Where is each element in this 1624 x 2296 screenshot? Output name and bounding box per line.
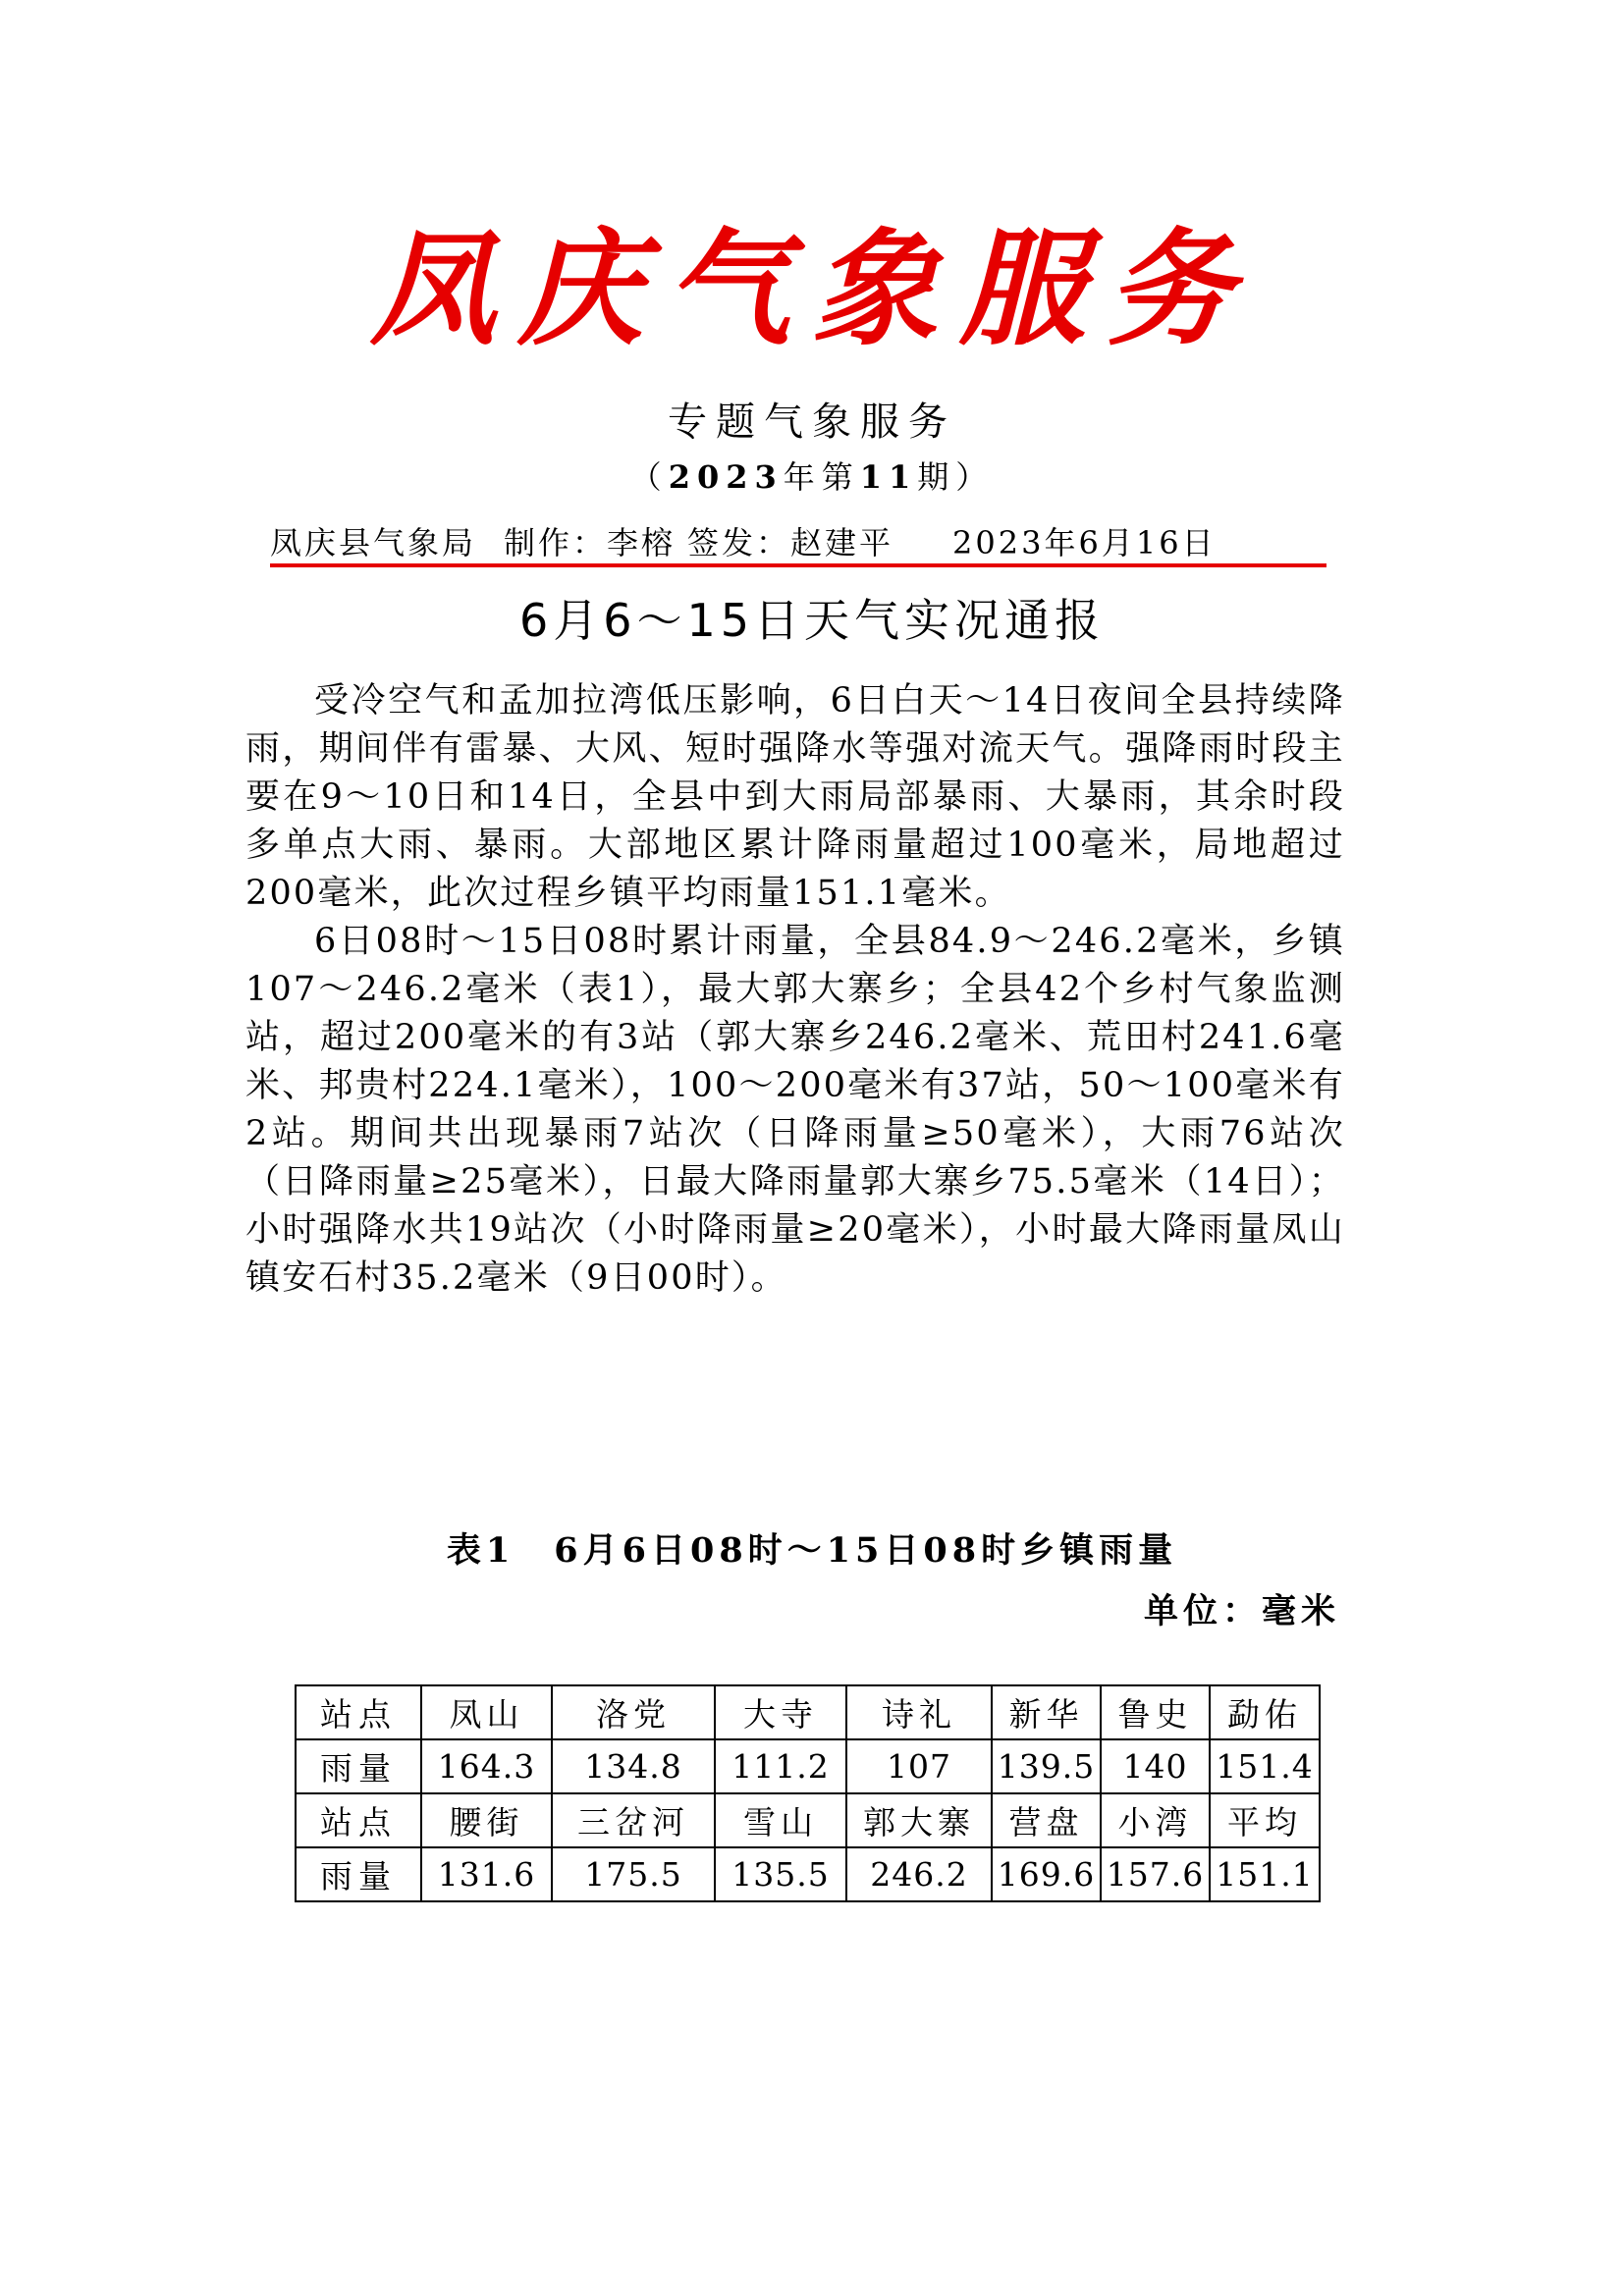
red-divider-rule: [270, 563, 1326, 567]
issue-year: 2023: [668, 458, 784, 496]
issue-mid: 年第: [783, 458, 860, 496]
row-label-rainfall: 雨量: [296, 1739, 421, 1793]
table-row-rainfall-1: [296, 1739, 1320, 1793]
byline-issuer: 签发：赵建平: [687, 524, 894, 561]
table-row-stations-1: [296, 1685, 1320, 1739]
rainfall-value: 131.6: [421, 1847, 552, 1901]
station-name: 营盘: [992, 1793, 1101, 1847]
rainfall-value: 157.6: [1101, 1847, 1210, 1901]
table-unit: 单位：毫米: [1143, 1591, 1340, 1631]
table-row-stations-2: [296, 1793, 1320, 1847]
article-paragraph-2: 6日08时～15日08时累计雨量，全县84.9～246.2毫米，乡镇107～246.2毫米（表1），最大郭大寨乡；全县42个乡村气象监测站，超过200毫米的有3站（郭大寨乡246.2毫米、荒田村241.6毫米、邦贵村224.1毫米），100～200毫米有37站，50～100毫米有2站。期间共出现暴雨7站次（日降雨量≥50毫米），大雨76站次（日降雨量≥25毫米），日最大降雨量郭大寨乡75.5毫米（14日）；小时强降水共19站次（小时降雨量≥20毫米），小时最大降雨量凤山镇安石村35.2毫米（9日00时）。: [245, 922, 1345, 1298]
article-paragraph-1: 受冷空气和孟加拉湾低压影响，6日白天～14日夜间全县持续降雨，期间伴有雷暴、大风、短时强降水等强对流天气。强降雨时段主要在9～10日和14日，全县中到大雨局部暴雨、大暴雨，其余时段多单点大雨、暴雨。大部地区累计降雨量超过100毫米，局地超过200毫米，此次过程乡镇平均雨量151.1毫米。: [245, 681, 1345, 913]
table-caption: 表1 6月6日08时～15日08时乡镇雨量: [446, 1530, 1178, 1571]
issue-number: 11: [859, 458, 918, 496]
station-name: 洛党: [552, 1685, 715, 1739]
station-name: 腰街: [421, 1793, 552, 1847]
issue-close: 期）: [917, 458, 995, 496]
article-headline: 6月6～15日天气实况通报: [518, 594, 1106, 647]
report-subtitle: 专题气象服务: [668, 400, 956, 445]
station-name: 雪山: [715, 1793, 846, 1847]
row-label-station: 站点: [296, 1793, 421, 1847]
station-name: 勐佑: [1210, 1685, 1320, 1739]
row-label-rainfall: 雨量: [296, 1847, 421, 1901]
rainfall-value: 135.5: [715, 1847, 846, 1901]
rainfall-value: 111.2: [715, 1739, 846, 1793]
masthead-title: 凤庆气象服务: [369, 216, 1254, 363]
rainfall-value: 139.5: [992, 1739, 1101, 1793]
rainfall-value: 107: [846, 1739, 992, 1793]
station-name: 郭大寨: [846, 1793, 992, 1847]
rainfall-value: 151.4: [1210, 1739, 1320, 1793]
station-name: 小湾: [1101, 1793, 1210, 1847]
station-name: 诗礼: [846, 1685, 992, 1739]
byline-producer: 制作：李榕: [504, 524, 677, 561]
byline-org: 凤庆县气象局: [270, 524, 477, 561]
rainfall-value: 164.3: [421, 1739, 552, 1793]
byline-date: 2023年6月16日: [952, 524, 1217, 561]
station-name: 三岔河: [552, 1793, 715, 1847]
station-name: 新华: [992, 1685, 1101, 1739]
rainfall-value: 175.5: [552, 1847, 715, 1901]
article-body: [245, 677, 1345, 1303]
issue-number-line: [0, 454, 1624, 501]
station-name: 凤山: [421, 1685, 552, 1739]
rainfall-table: [295, 1684, 1321, 1902]
rainfall-value: 246.2: [846, 1847, 992, 1901]
rainfall-value: 169.6: [992, 1847, 1101, 1901]
rainfall-value: 134.8: [552, 1739, 715, 1793]
table-row-rainfall-2: [296, 1847, 1320, 1901]
rainfall-value: 151.1: [1210, 1847, 1320, 1901]
station-name: 大寺: [715, 1685, 846, 1739]
row-label-station: 站点: [296, 1685, 421, 1739]
issue-open: （: [629, 458, 669, 496]
station-name: 平均: [1210, 1793, 1320, 1847]
byline: [270, 520, 1326, 565]
station-name: 鲁史: [1101, 1685, 1210, 1739]
rainfall-value: 140: [1101, 1739, 1210, 1793]
